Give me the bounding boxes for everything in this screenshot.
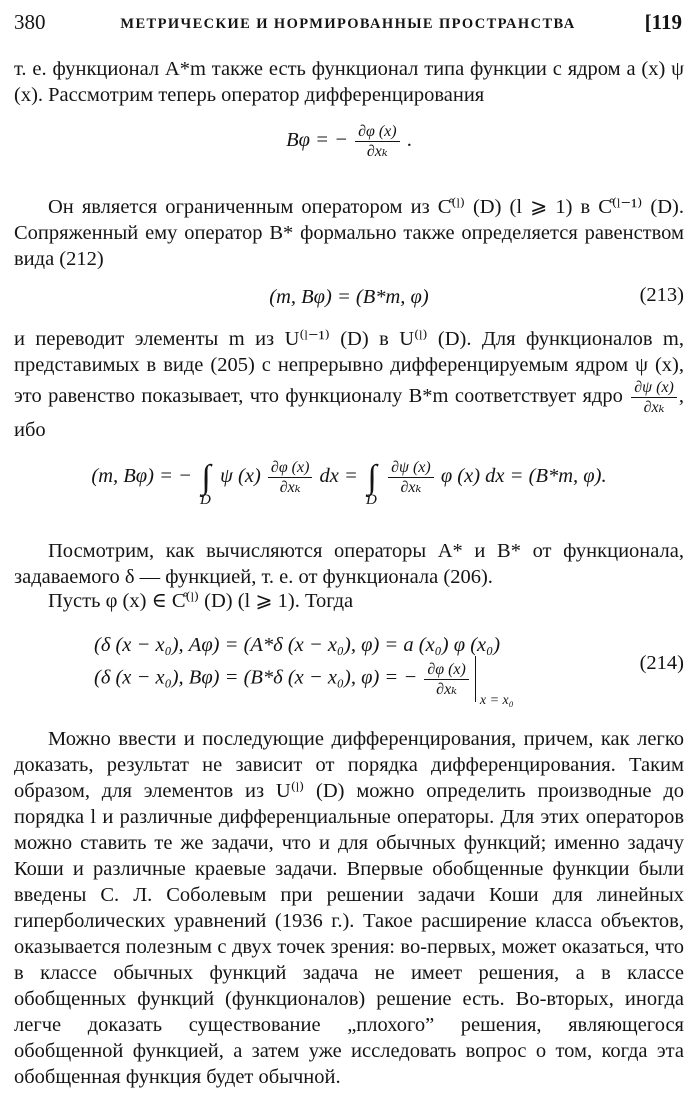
eqint-frac2-numerator: ∂ψ (x) [388, 458, 434, 478]
eq214b-numerator: ∂φ (x) [424, 660, 469, 680]
paragraph-maps-ending: , ибо [14, 385, 684, 441]
paragraph-maps-text: и переводит элементы m из U⁽ˡ⁻¹⁾ (D) в U⁽ˡ⁾ (D). Для функционалов m, представимых в виде (205) с непрерывно дифференцируемым ядром ψ (x), это равенство показывает, что функционалу B*m соответствует ядро [14, 328, 684, 408]
eq214b-denominator: ∂xₖ [436, 680, 458, 698]
eqint-lhs: (m, Bφ) = − [91, 465, 192, 488]
evaluation-point: x = x₀ [479, 693, 514, 708]
eqint-fraction-1 [268, 458, 313, 497]
eq-B-lhs: Bφ = − [286, 129, 348, 152]
section-number: [119 [644, 10, 682, 34]
paragraph-delta: Посмотрим, как вычисляются операторы A* и B* от функционала, задаваемого δ — функцией, т. е. от функционала (206). [14, 540, 684, 588]
integral-domain-2: D [365, 491, 377, 508]
equation-number-213: (213) [639, 284, 684, 306]
equation-214b [14, 656, 634, 708]
eqint-psi: ψ (x) [220, 465, 261, 488]
eqint-frac1-numerator: ∂φ (x) [268, 458, 313, 478]
eq214a-body: (δ (x − x₀), Aφ) = (A*δ (x − x₀), φ) = a (x₀) φ (x₀) [94, 634, 501, 656]
eq-B-numerator: ∂φ (x) [355, 122, 400, 142]
page-number: 380 [14, 10, 46, 34]
kernel-numerator: ∂ψ (x) [631, 378, 677, 398]
equation-derivative-operator [14, 122, 684, 161]
integral-domain-1: D [200, 491, 211, 508]
eq214b-fraction [424, 660, 469, 699]
equation-integral [14, 458, 684, 508]
eqint-end: φ (x) dx = (B*m, φ). [440, 465, 607, 488]
running-title: МЕТРИЧЕСКИЕ И НОРМИРОВАННЫЕ ПРОСТРАНСТВА [120, 16, 576, 32]
page-header [14, 10, 682, 40]
eq213-body: (m, Bφ) = (B*m, φ) [269, 286, 429, 308]
integral-sign-1: ∫ D [200, 458, 211, 508]
eqint-frac1-denominator: ∂xₖ [279, 479, 301, 496]
paragraph-let-phi: Пусть φ (x) ∈ C̊⁽ˡ⁾ (D) (l ⩾ 1). Тогда [48, 590, 354, 612]
eq214b-lhs: (δ (x − x₀), Bφ) = (B*δ (x − x₀), φ) = − [94, 666, 418, 689]
eq-B-denominator: ∂xₖ [366, 143, 388, 160]
evaluation-bar [475, 656, 514, 708]
kernel-denominator: ∂xₖ [643, 399, 665, 416]
paragraph-maps-elements [14, 326, 684, 443]
integral-sign-2: ∫ D [365, 458, 377, 508]
eq-B-fraction [355, 122, 400, 161]
paragraph-generalized-functions: Можно ввести и последующие дифференцирования, причем, как легко доказать, результат не зависит от порядка дифференцирования. Таким образом, для элементов из U⁽ˡ⁾ (D) можно определить производные до порядка l и различные дифференциальные операторы. Для этих операторов можно ставить те же задачи, что и для обычных функций; именно задачу Коши и различные краевые задачи. Впервые обобщенные функции были введены С. Л. Соболевым при решении задачи Коши для линейных гиперболических уравнений (1936 г.). Такое расширение класса объектов, оказывается полезным с двух точек зрения: во-первых, может оказаться, что в классе обычных функций задача не имеет решения, а в классе обобщенных функций (функционалов) решение есть. Во-вторых, иногда легче доказать существование „плохого” решения, являющегося обобщенной функцией, а затем уже исследовать вопрос о том, когда эта обобщенная функция будет обычной. [14, 728, 684, 1088]
eqint-fraction-2 [388, 458, 434, 497]
paragraph-intro: т. е. функционал A*m также есть функционал типа функции с ядром a (x) ψ (x). Рассмотрим теперь оператор дифференцирования [14, 58, 684, 106]
kernel-fraction [631, 378, 677, 417]
equation-number-214: (214) [639, 652, 684, 674]
equation-213 [14, 282, 684, 312]
paragraph-bounded-operator: Он является ограниченным оператором из C̊⁽ˡ⁾ (D) (l ⩾ 1) в C̊⁽ˡ⁻¹⁾ (D). Сопряженный ему оператор B* формально также определяется равенством вида (212) [14, 196, 684, 270]
eqint-frac2-denominator: ∂xₖ [400, 479, 422, 496]
eqint-dx: dx = [319, 465, 358, 488]
eq-B-period: . [406, 129, 412, 152]
